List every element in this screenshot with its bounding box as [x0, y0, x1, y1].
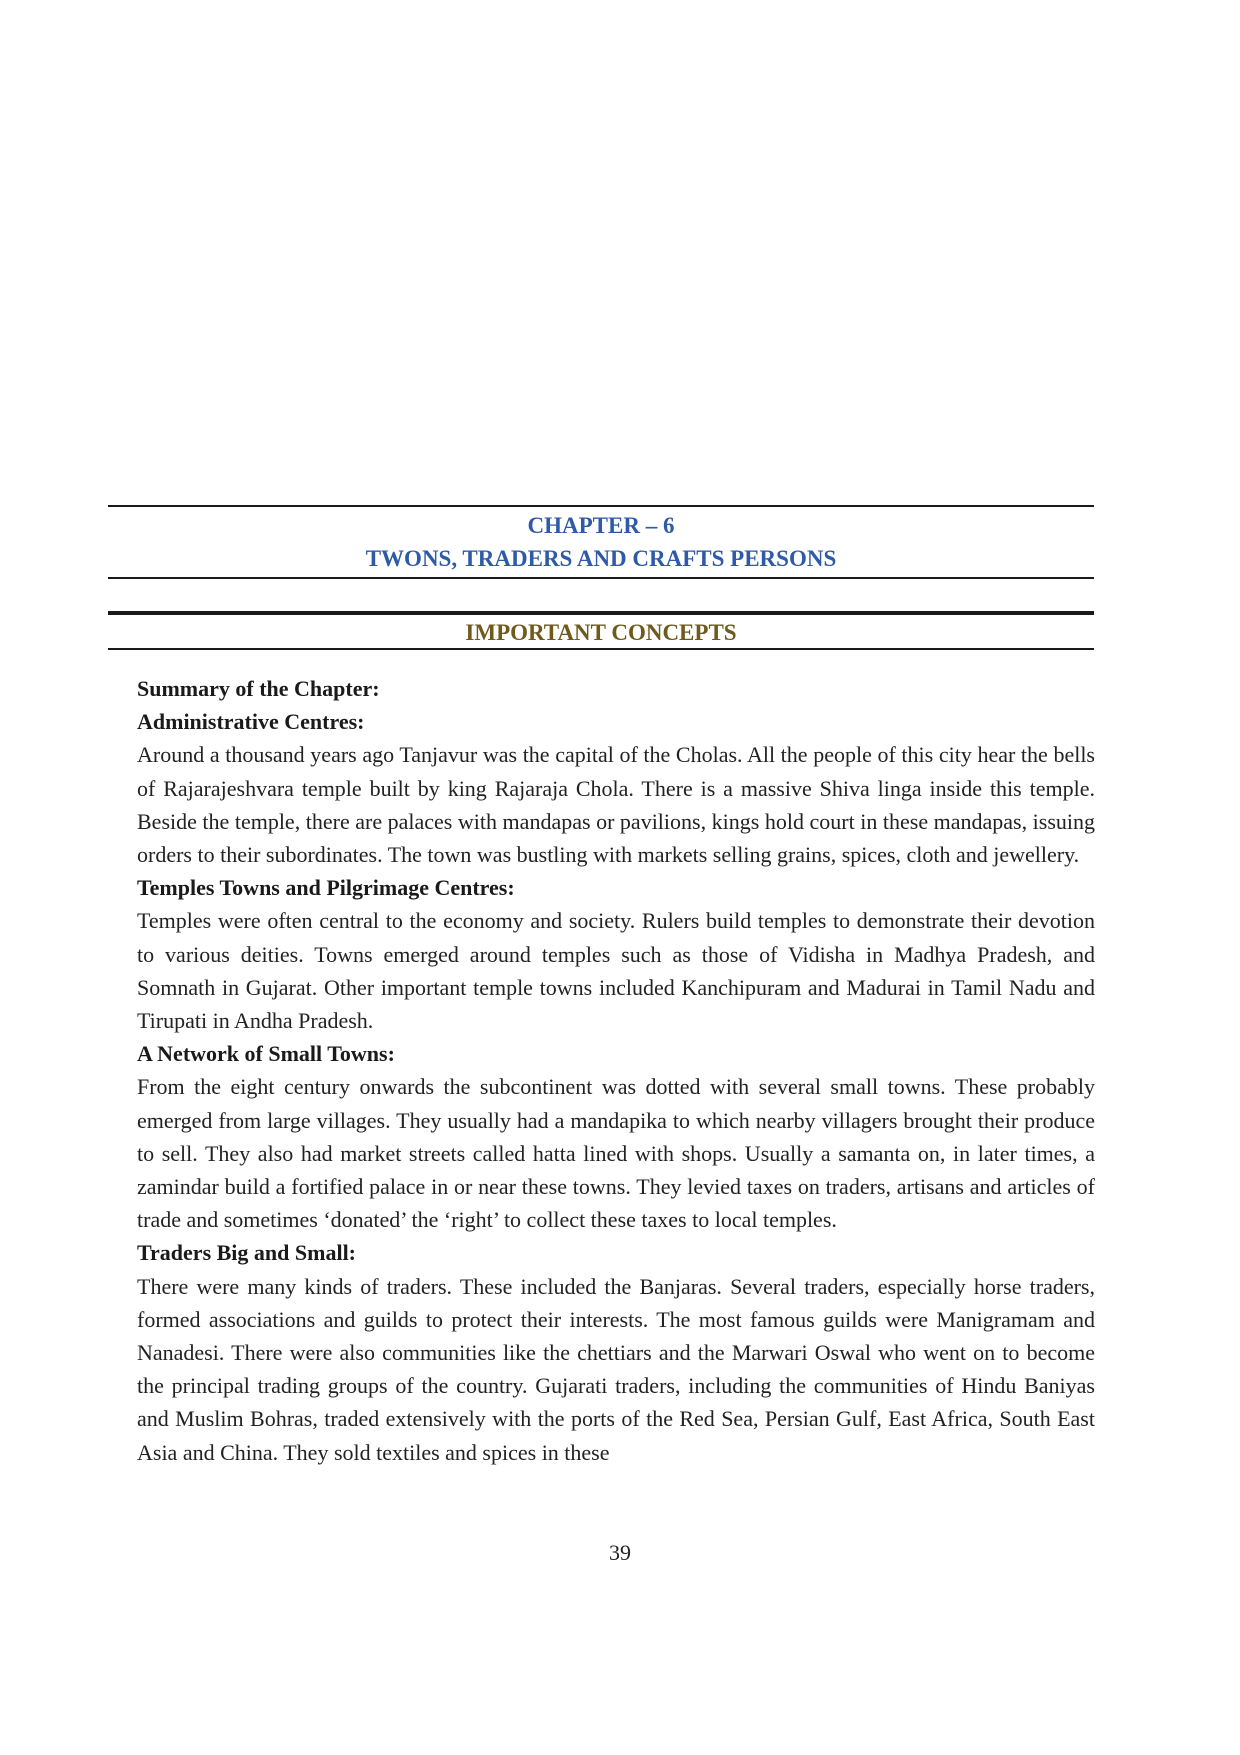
section-body-temple-towns: Temples were often central to the economy and society. Rulers build temples to demonstrate their devotion to various deities. Towns emerged around temples such as those of Vidisha in Madhya Pradesh, and Somnath in Gujarat. Other important temple towns included Kanchipuram and Madurai in Tamil Nadu and Tirupati in Andha Pradesh.: [137, 908, 1095, 1034]
concepts-bottom-rule: [108, 648, 1094, 650]
section-body-administrative-centres: Around a thousand years ago Tanjavur was the capital of the Cholas. All the people of this city hear the bells of Rajarajeshvara temple built by king Rajaraja Chola. There is a massive Shiva linga inside this temple. Beside the temple, there are palaces with mandapas or pavilions, kings hold court in these mandapas, issuing orders to their subordinates. The town was bustling with markets selling grains, spices, cloth and jewellery.: [137, 742, 1095, 868]
top-rule: [108, 505, 1094, 507]
section-heading-small-towns: A Network of Small Towns:: [137, 1041, 395, 1067]
page-number: 39: [609, 1540, 631, 1565]
section-heading-administrative-centres: Administrative Centres:: [137, 709, 365, 735]
important-concepts-heading: IMPORTANT CONCEPTS: [465, 620, 737, 645]
section-body-small-towns: From the eight century onwards the subcontinent was dotted with several small towns. These probably emerged from large villages. They usually had a mandapika to which nearby villagers brought their produce to sell. They also had market streets called hatta lined with shops. Usually a samanta on, in later times, a zamindar build a fortified palace in or near these towns. They levied taxes on traders, artisans and articles of trade and sometimes ‘donated’ the ‘right’ to collect these taxes to local temples.: [137, 1074, 1095, 1233]
section-body-traders: There were many kinds of traders. These included the Banjaras. Several traders, especially horse traders, formed associations and guilds to protect their interests. The most famous guilds were Manigramam and Nanadesi. There were also communities like the chettiars and the Marwari Oswal who went on to become the principal trading groups of the country. Gujarati traders, including the communities of Hindu Baniyas and Muslim Bohras, traded extensively with the ports of the Red Sea, Persian Gulf, East Africa, South East Asia and China. They sold textiles and spices in these: [137, 1273, 1095, 1465]
concepts-top-rule: [108, 611, 1094, 615]
chapter-number: CHAPTER – 6: [527, 513, 675, 538]
chapter-summary: [137, 672, 1095, 1469]
summary-heading: Summary of the Chapter:: [137, 676, 380, 701]
chapter-title: TWONS, TRADERS AND CRAFTS PERSONS: [365, 546, 837, 571]
section-heading-temple-towns: Temples Towns and Pilgrimage Centres:: [137, 875, 515, 901]
section-heading-traders: Traders Big and Small:: [137, 1240, 357, 1266]
chapter-header: [108, 505, 1094, 650]
rule-gap: [108, 579, 1094, 611]
